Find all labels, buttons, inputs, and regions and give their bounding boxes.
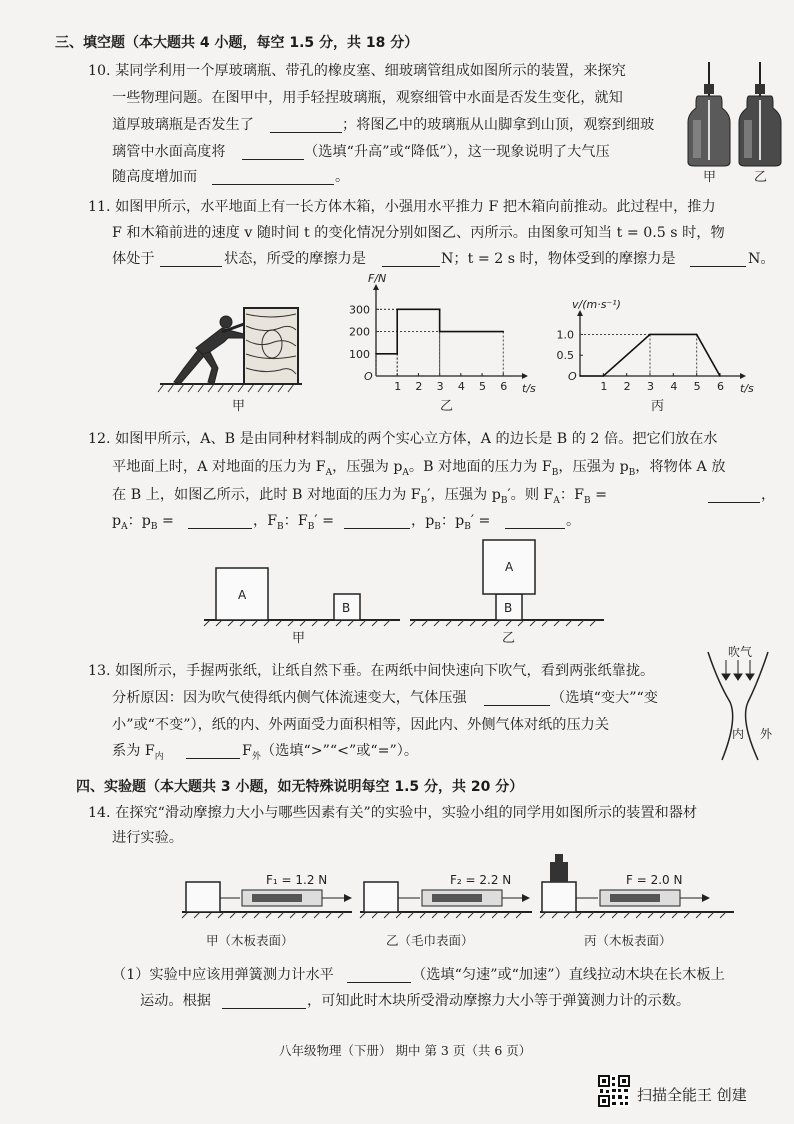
q14-part1-a: （1）实验中应该用弹簧测力计水平 [112, 967, 334, 983]
q12-line-3-end: ， [761, 487, 776, 503]
q12-line-4-part1: $p_A$：$p_B$ = [112, 513, 174, 532]
q13-outer-label: 外 [760, 727, 773, 741]
q13-line-4a: 系为 $F_内$ [112, 743, 164, 762]
bottle-jia [688, 62, 730, 166]
section-4-heading: 四、实验题（本大题共 3 小题，如无特殊说明每空 1.5 分，共 20 分） [76, 779, 524, 795]
x-tick-label: 1 [394, 380, 402, 393]
x-axis-label: t/s [740, 382, 754, 395]
data-point [502, 331, 504, 333]
q11-fig-jia [160, 304, 310, 414]
q12-blank-4[interactable] [505, 528, 565, 529]
q10-line-5a: 随高度增加而 [112, 169, 198, 185]
q14-force-1: F₁ = 1.2 N [266, 873, 328, 887]
chart-caption: 丙 [651, 399, 665, 414]
data-point [439, 309, 441, 311]
q10-line-3a: 道厚玻璃瓶是否发生了 [112, 117, 254, 133]
q14-part2-b: ，可知此时木块所受滑动摩擦力大小等于弹簧测力计的示数。 [307, 993, 691, 1009]
q14-part2-a: 运动。根据 [140, 993, 211, 1009]
x-axis-arrow [522, 373, 528, 379]
block-B-yi: B [504, 601, 513, 615]
q12-line-4-part2: ，$F_B$：$F_B'$ = [253, 513, 334, 532]
q10-line-3b: ；将图乙中的玻璃瓶从山脚拿到山顶，观察到细玻 [342, 117, 655, 133]
q12-line-3: 在 B 上，如图乙所示，此时 B 对地面的压力为 $F_B'$，压强为 $p_B'$。则 $F_A$：$F_B$ = [112, 487, 607, 506]
x-tick-label: 3 [647, 380, 654, 393]
paper-left [708, 652, 733, 760]
q14-friction-figure [180, 848, 740, 952]
q12-blank-2[interactable] [188, 528, 252, 529]
data-point [649, 334, 651, 336]
x-tick-label: 1 [600, 380, 608, 393]
q13-line-4b: $F_外$（选填“>”“<”或“=”）。 [242, 743, 419, 762]
q14-caption-3: 丙（木板表面） [584, 933, 672, 948]
q13-line-2b: （选填“变大”“变 [551, 690, 658, 706]
q10-blank-3[interactable] [212, 184, 334, 185]
blow-arrows [722, 660, 754, 680]
q13-line-2a: 分析原因：因为吹气使得纸内侧气体流速变大，气体压强 [112, 690, 467, 706]
q12-blocks-figure [200, 536, 610, 646]
q11-label-jia: 甲 [232, 399, 246, 414]
data-point [696, 334, 698, 336]
q12-label-yi: 乙 [502, 631, 516, 646]
q13-inner-label: 内 [732, 727, 745, 741]
q12-line-4-part3: ，$p_B$：$p_B'$ = [411, 513, 491, 532]
q12-fig-jia [204, 568, 400, 646]
q13-blank-2[interactable] [186, 758, 240, 759]
bottle-yi [739, 62, 781, 166]
x-axis-label: t/s [522, 382, 536, 395]
q14-force-3: F = 2.0 N [626, 873, 683, 887]
block-A-jia: A [238, 588, 247, 602]
camscanner-watermark: 扫描全能王 创建 [637, 1086, 747, 1104]
wooden-crate [244, 308, 298, 384]
block-B-jia: B [342, 601, 351, 615]
q11-line-3c: N；t = 2 s 时，物体受到的摩擦力是 [441, 251, 676, 267]
q10-blank-2[interactable] [242, 159, 304, 160]
q11-blank-1[interactable] [160, 266, 222, 267]
q10-bottles-figure [688, 60, 788, 184]
q10-label-jia: 甲 [703, 170, 717, 185]
page-footer: 八年级物理（下册） 期中 第 3 页（共 6 页） [279, 1043, 532, 1058]
q14-setup-bing [540, 854, 734, 948]
data-point [603, 375, 605, 377]
q10-line-1: 10. 某同学利用一个厚玻璃瓶、带孔的橡皮塞、细玻璃管组成如图所示的装置，来探究 [88, 63, 626, 79]
y-tick-label: 1.0 [556, 328, 574, 342]
y-tick-label: 200 [349, 325, 370, 339]
x-tick-label: 4 [670, 380, 678, 393]
worker-figure [174, 316, 244, 384]
data-point [439, 331, 441, 333]
x-axis-arrow [740, 373, 746, 379]
q11-line-3a: 体处于 [112, 251, 155, 267]
x-tick-label: 3 [436, 380, 444, 393]
q12-line-2: 平地面上时，A 对地面的压力为 $F_A$，压强为 $p_A$。B 对地面的压力为 $F_B$，压强为 $p_B$，将物体 A 放 [112, 459, 726, 478]
q13-line-3: 小”或“不变”），纸的内、外两面受力面积相等，因此内、外侧气体对纸的压力关 [112, 717, 610, 733]
data-point [719, 375, 721, 377]
q10-label-yi: 乙 [754, 170, 768, 185]
q12-blank-3[interactable] [344, 528, 410, 529]
q14-force-2: F₂ = 2.2 N [450, 873, 512, 887]
q14-line-2: 进行实验。 [112, 830, 183, 846]
q14-line-1: 14. 在探究“滑动摩擦力大小与哪些因素有关”的实验中，实验小组的同学用如图所示的装置和器材 [88, 805, 698, 821]
section-3-heading: 三、填空题（本大题共 4 小题，每空 1.5 分，共 18 分） [55, 35, 419, 51]
data-point [396, 309, 398, 311]
q12-line-4-end: 。 [566, 513, 581, 529]
y-tick-label: 100 [349, 347, 370, 361]
x-tick-label: 2 [623, 380, 631, 393]
q13-paper-figure [702, 642, 786, 768]
q11-line-1: 11. 如图甲所示，水平地面上有一长方体木箱，小强用水平推力 F 把木箱向前推动。此过程中，推力 [88, 199, 716, 215]
q12-blank-1[interactable] [708, 502, 760, 503]
q11-blank-2[interactable] [382, 266, 440, 267]
q14-blank-1[interactable] [347, 982, 411, 983]
q11-chart-bing [540, 298, 754, 414]
q13-blank-1[interactable] [484, 705, 550, 706]
paper-right [746, 652, 768, 760]
x-tick-label: 6 [500, 380, 508, 393]
q14-caption-1: 甲（木板表面） [206, 933, 294, 948]
y-tick-label: 0.5 [556, 349, 574, 363]
data-point [579, 375, 581, 377]
q10-line-4a: 璃管中水面高度将 [112, 144, 226, 160]
q10-line-2: 一些物理问题。在图甲中，用手轻捏玻璃瓶，观察细管中水面是否发生变化，就知 [112, 90, 623, 106]
q11-line-3b: 状态，所受的摩擦力是 [224, 251, 366, 267]
qr-code-icon [598, 1075, 630, 1107]
q10-line-4b: （选填“升高”或“降低”），这一现象说明了大气压 [304, 144, 610, 160]
q10-blank-1[interactable] [270, 132, 342, 133]
q14-blank-2[interactable] [222, 1008, 306, 1009]
y-axis-label: v/(m·s⁻¹) [572, 298, 621, 311]
y-axis-label: F/N [368, 272, 387, 285]
x-tick-label: 4 [457, 380, 465, 393]
q11-chart-yi [336, 272, 536, 414]
origin-label: O [364, 370, 373, 383]
q12-fig-yi [410, 540, 604, 646]
q13-blow-label: 吹气 [728, 645, 753, 659]
chart-caption: 乙 [440, 399, 454, 414]
q14-setup-jia [182, 873, 352, 948]
x-tick-label: 5 [479, 380, 487, 393]
q14-caption-2: 乙（毛巾表面） [386, 933, 474, 948]
q12-label-jia: 甲 [292, 631, 306, 646]
block-A-yi: A [505, 560, 514, 574]
q11-blank-3[interactable] [690, 266, 746, 267]
q11-line-3d: N。 [748, 251, 775, 267]
q14-setup-yi [360, 873, 532, 948]
y-tick-label: 300 [349, 303, 370, 317]
q14-part1-b: （选填“匀速”或“加速”）直线拉动木块在长木板上 [412, 967, 725, 983]
q11-line-2: F 和木箱前进的速度 v 随时间 t 的变化情况分别如图乙、丙所示。由图象可知当 t = 0.5 s 时，物 [112, 225, 725, 241]
data-point [375, 353, 377, 355]
q13-line-1: 13. 如图所示，手握两张纸，让纸自然下垂。在两纸中间快速向下吹气，看到两张纸靠拢。 [88, 663, 655, 679]
x-tick-label: 5 [693, 380, 701, 393]
q12-line-1: 12. 如图甲所示，A、B 是由同种材料制成的两个实心立方体，A 的边长是 B 的 2 倍。把它们放在水 [88, 431, 718, 447]
x-tick-label: 2 [415, 380, 423, 393]
origin-label: O [568, 370, 577, 383]
x-tick-label: 6 [717, 380, 724, 393]
data-point [396, 353, 398, 355]
q10-line-5b: 。 [335, 169, 350, 185]
